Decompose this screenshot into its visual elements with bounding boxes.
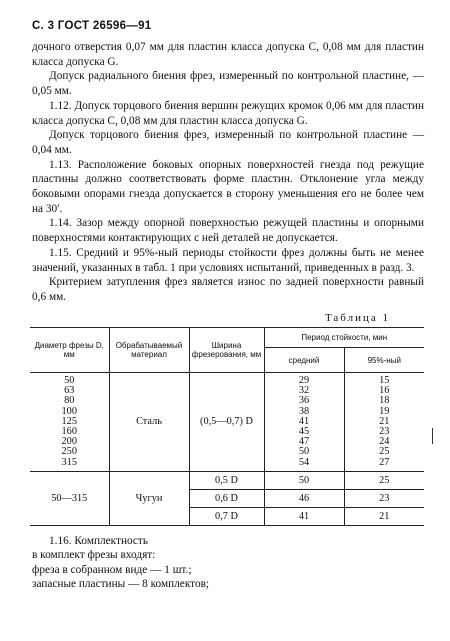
header-diameter: Диаметр фрезы D, мм [30,328,109,373]
paragraph: 1.13. Расположение боковых опорных поверхностей гнезда под режущие пластины должно соответствовать форме пластин. Отклонение угла между боковыми опорами гнезда допускается в сторону уменьшения его не более чем на 30′. [32,158,424,215]
cell: 29 [298,375,310,386]
cell: 15 [379,375,390,386]
iron-p95: 21 [344,507,424,525]
header-width: Ширина фрезерования, мм [189,328,264,373]
iron-width: 0,6 D [189,489,264,507]
cell: 125 [61,415,77,427]
steel-width: (0,5—0,7) D [189,373,264,472]
cell: 50 [64,375,75,386]
section-title: 1.16. Комплектность [49,535,149,547]
paragraph: 1.12. Допуск торцового биения вершин режущих кромок 0,06 мм для пластин класса допуска С, 0,08 мм для пластин класса допуска G. [32,99,424,127]
section-completeness [32,534,424,591]
section-line: в комплект фрезы входят: [32,549,156,562]
paragraph: Допуск радиального биения фрез, измеренный по контрольной пластине, — 0,05 мм. [32,70,424,98]
cell: 47 [298,436,310,448]
cell: 36 [298,395,310,407]
cell: 38 [298,405,310,417]
body-text [32,40,424,305]
cell: 23 [379,425,390,437]
table-caption: Таблица 1 [324,312,390,324]
paragraph: 1.15. Средний и 95%-ный периоды стойкости фрез должны быть не менее значений, указанных в табл. 1 при условиях испытаний, приведенных в разд. 3. [32,246,424,274]
scan-edge-mark [432,428,433,444]
cell: 18 [379,395,390,407]
iron-p95: 23 [344,489,424,507]
paragraph: Критерием затупления фрез является износ по задней поверхности равный 0,6 мм. [32,276,424,303]
iron-material: Чугун [109,471,189,525]
header-p95: 95%-ный [344,348,424,373]
cell: 54 [298,456,310,468]
section-line: фреза в собранном виде — 1 шт.; [32,563,192,576]
header-material: Обрабатываемый материал [109,328,189,373]
iron-width: 0,5 D [189,471,264,489]
iron-mean: 46 [264,489,344,507]
steel-mean [264,373,344,472]
header-mean: средний [264,348,344,373]
iron-mean: 41 [264,507,344,525]
cell: 16 [379,385,390,397]
paragraph: дочного отверстия 0,07 мм для пластин класса допуска С, 0,08 мм для пластин класса допуска G. [32,41,424,68]
iron-p95: 25 [344,471,424,489]
cell: 80 [64,395,75,407]
header-period: Период стойкости, мин [264,328,424,348]
iron-width: 0,7 D [189,507,264,525]
steel-p95 [344,373,424,472]
cell: 27 [379,456,390,468]
section-line: запасные пластины — 8 комплектов; [32,577,210,590]
cell: 250 [61,446,77,458]
page-header: С. 3 ГОСТ 26596—91 [32,20,152,32]
cell: 24 [379,436,390,448]
paragraph: 1.14. Зазор между опорной поверхностью режущей пластины и опорными поверхностями контактирующих с ней деталей не допускается. [32,217,424,245]
cell: 200 [61,436,77,448]
cell: 45 [298,425,310,437]
paragraph: Допуск торцового биения фрез, измеренный по контрольной пластине — 0,04 мм. [32,129,424,156]
cell: 160 [61,425,77,437]
cell: 41 [298,415,310,427]
cell: 21 [379,415,390,427]
cell: 25 [379,446,390,458]
cell: 100 [61,405,77,417]
data-table [30,327,424,526]
cell: 19 [379,405,390,417]
cell: 63 [64,385,75,397]
iron-diameter: 50—315 [30,471,109,525]
cell: 50 [298,446,310,458]
steel-diameters [30,373,109,472]
cell: 315 [61,456,77,468]
cell: 32 [298,385,310,397]
iron-mean: 50 [264,471,344,489]
steel-material: Сталь [109,373,189,472]
